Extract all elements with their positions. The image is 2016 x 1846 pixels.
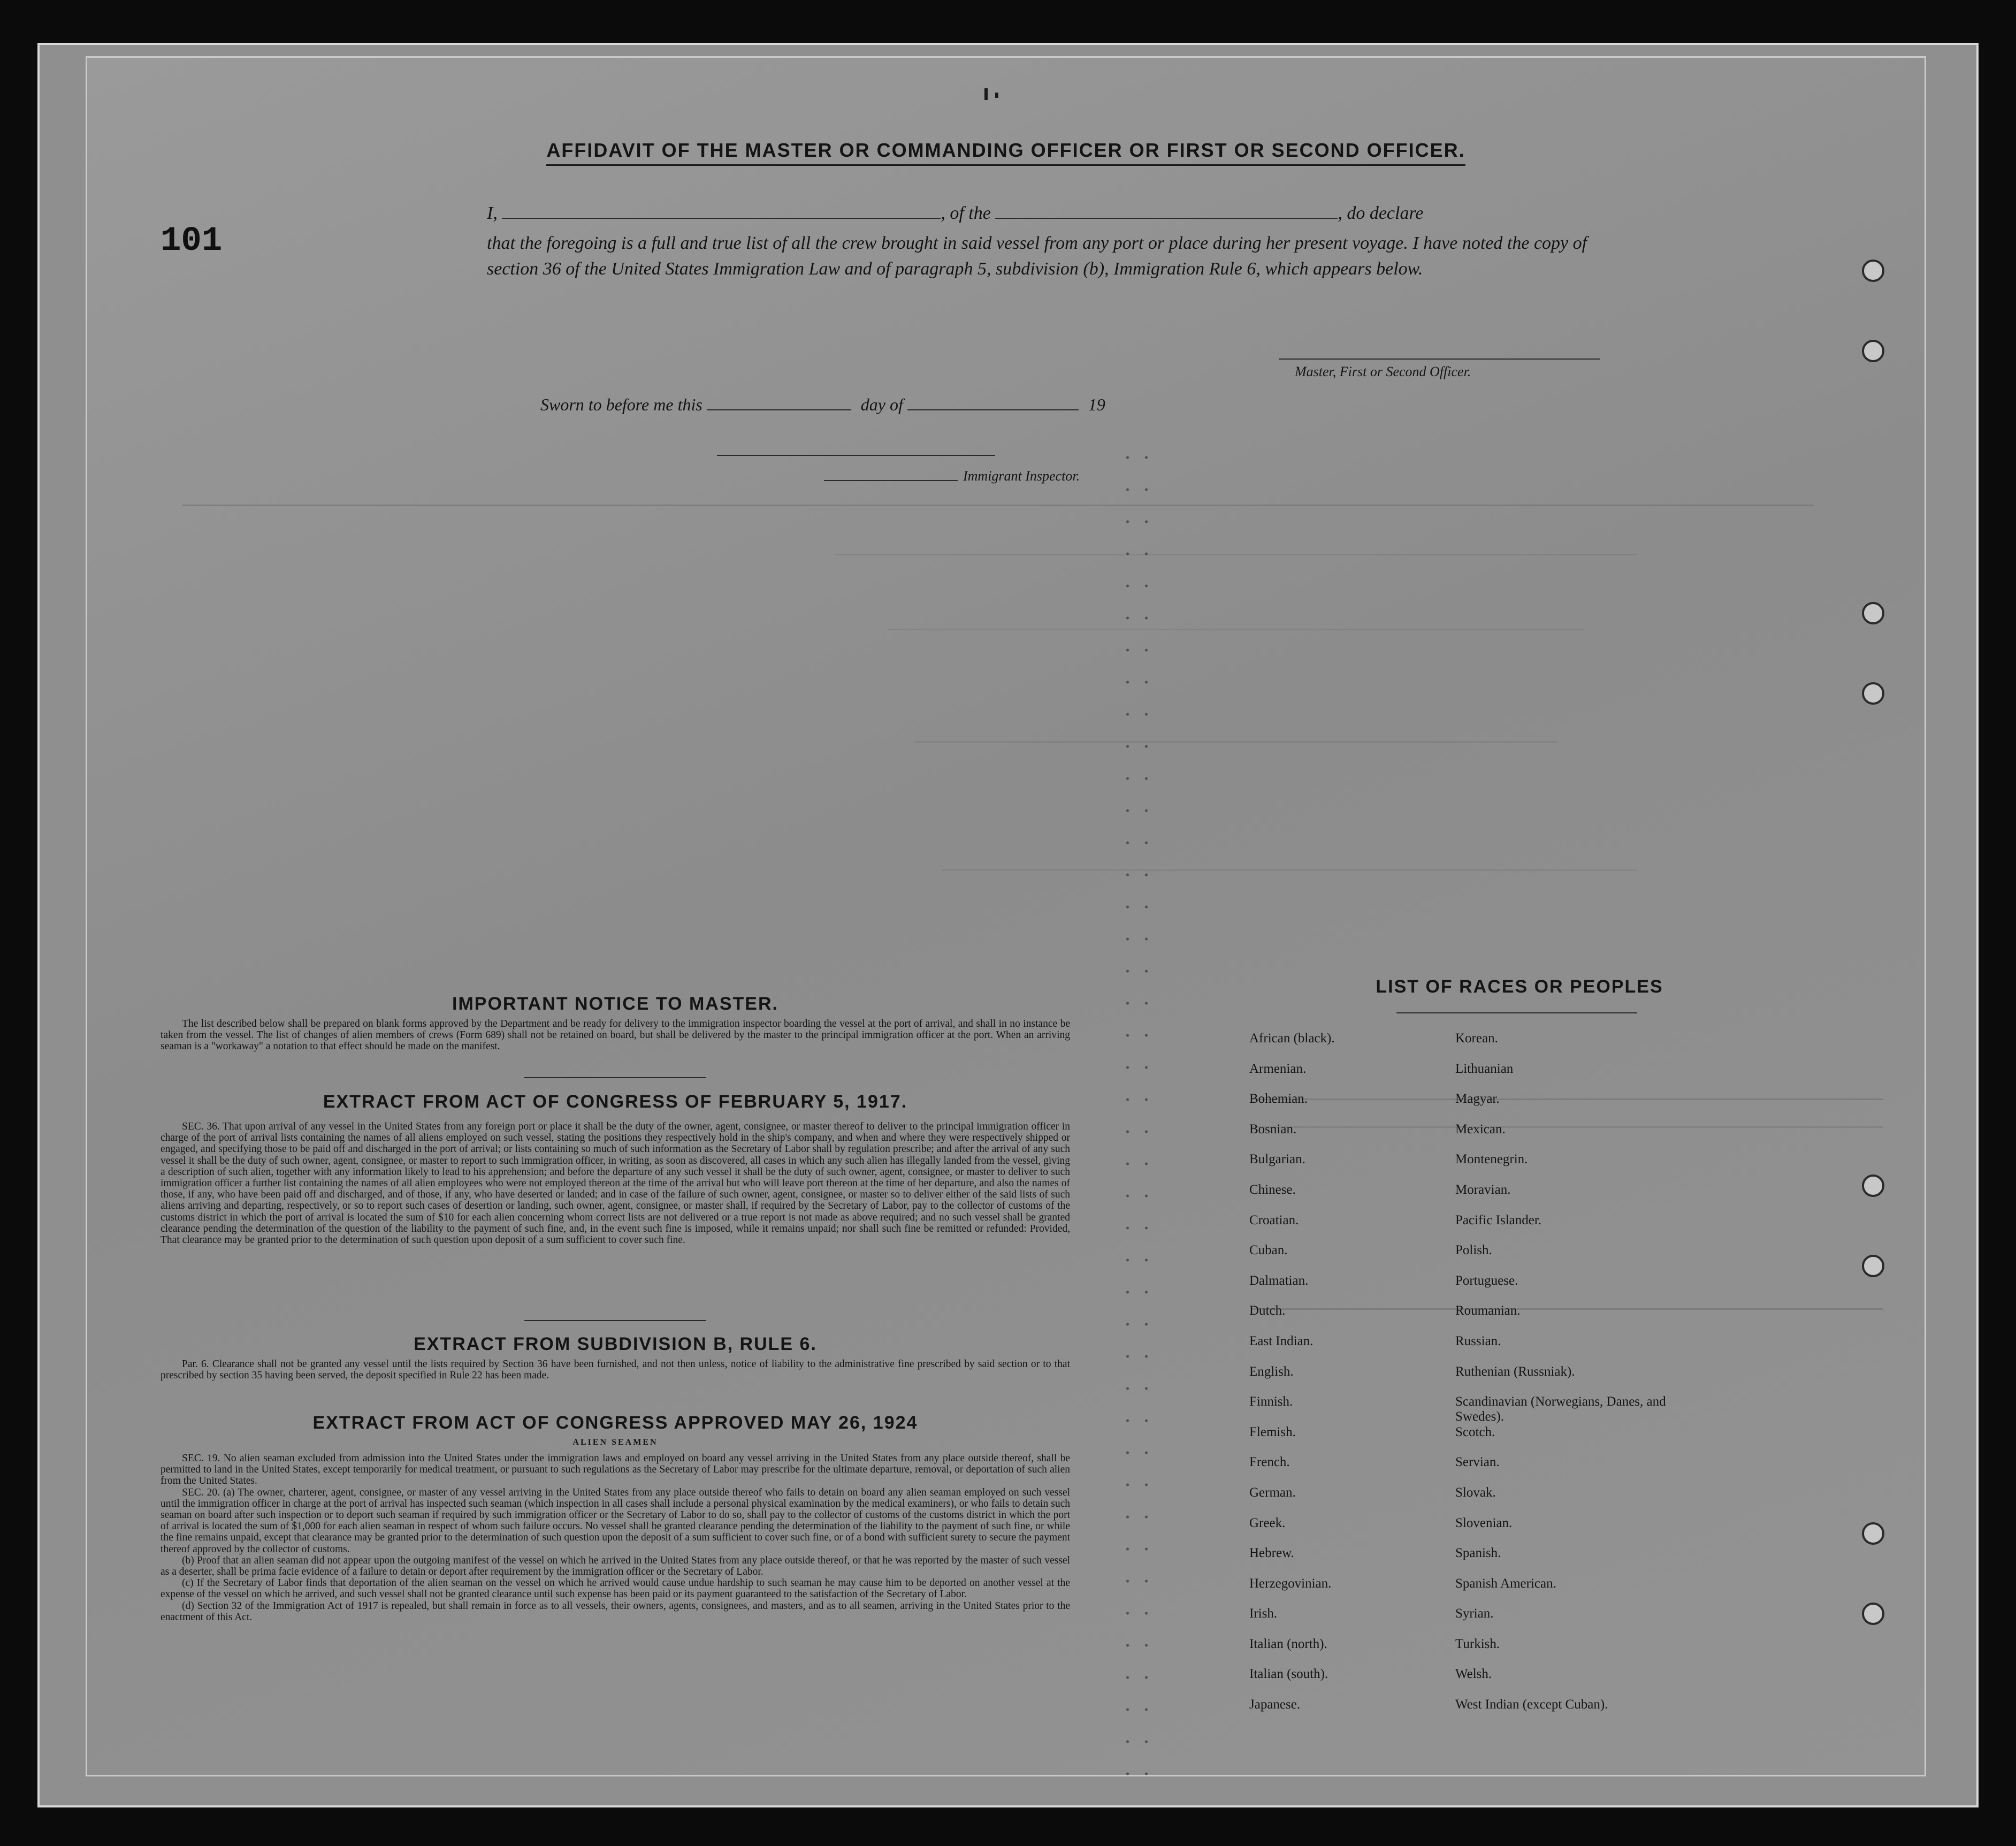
race-item: Chinese. (1249, 1182, 1296, 1197)
signer-label: Master, First or Second Officer. (1295, 364, 1471, 379)
race-item: Croatian. (1249, 1212, 1299, 1227)
rule6-text (161, 1359, 1070, 1381)
bleed-through-rule (888, 629, 1584, 630)
race-item: Welsh. (1455, 1667, 1492, 1682)
punch-hole (1862, 1522, 1884, 1545)
race-item: Roumanian. (1455, 1303, 1521, 1318)
race-item: Magyar. (1455, 1092, 1500, 1107)
punch-hole (1862, 1255, 1884, 1277)
sworn-day-field[interactable] (707, 392, 851, 410)
bleed-through-dots (1118, 441, 1156, 1779)
act-1924-sec20d: (d) Section 32 of the Immigration Act of 1917 is repealed, but shall remain in force as to all vessels, their owners, agents, consignees, and masters, and as to all seamen, arriving in the United States prior to the enactment of this Act. (161, 1600, 1070, 1623)
race-item: African (black). (1249, 1031, 1335, 1046)
race-item: Russian. (1455, 1333, 1501, 1348)
inspector-name-line[interactable] (824, 480, 958, 481)
bleed-through-rule (942, 869, 1637, 871)
race-item: Pacific Islander. (1455, 1212, 1542, 1227)
races-divider (1396, 1012, 1637, 1013)
race-item: Hebrew. (1249, 1546, 1294, 1561)
race-item: Korean. (1455, 1031, 1498, 1046)
race-item: Moravian. (1455, 1182, 1511, 1197)
page-number: 101 (161, 222, 223, 261)
declaration-i: I, (487, 203, 498, 223)
race-item: Dutch. (1249, 1303, 1286, 1318)
race-item: Slovenian. (1455, 1515, 1513, 1530)
race-item: German. (1249, 1485, 1296, 1500)
race-item: Italian (north). (1249, 1636, 1327, 1651)
race-item: West Indian (except Cuban). (1455, 1697, 1608, 1712)
race-item: Dalmatian. (1249, 1273, 1309, 1288)
ink-mark (995, 93, 998, 98)
race-item: Mexican. (1455, 1122, 1506, 1136)
ink-mark (984, 88, 988, 100)
act-1917-title: EXTRACT FROM ACT OF CONGRESS OF FEBRUARY 5, 1917. (323, 1092, 908, 1112)
race-item: Ruthenian (Russniak). (1455, 1364, 1575, 1379)
notice-text (161, 1018, 1070, 1052)
officer-signature-line[interactable] (1279, 358, 1600, 360)
bleed-through-rule (915, 741, 1557, 743)
act-1924-sec20c: (c) If the Secretary of Labor finds that deportation of the alien seaman on the vessel on which he arrived would cause undue hardship to such seaman he may cause him to be deported on another vessel at the expense of the vessel on which he arrived, and such vessel shall not be granted clearance until such expense has been paid or its payment guaranteed to the satisfaction of the Secretary of Labor. (161, 1577, 1070, 1600)
rule6-title: EXTRACT FROM SUBDIVISION B, RULE 6. (414, 1334, 817, 1354)
race-item: French. (1249, 1455, 1290, 1470)
declaration-body: that the foregoing is a full and true list of all the crew brought in said vessel from any port or place during her present voyage. I have noted the copy of section 36 of the United States Immigration Law and of paragraph 5, subdivision (b), Immigration Rule 6, which appears below. (487, 233, 1587, 279)
race-item: Flemish. (1249, 1424, 1296, 1439)
race-item: Turkish. (1455, 1636, 1500, 1651)
race-item: Scotch. (1455, 1424, 1495, 1439)
race-item: Portuguese. (1455, 1273, 1518, 1288)
races-right-column (1455, 1031, 1680, 1728)
officer-name-field[interactable] (502, 201, 941, 219)
race-item: Lithuanian (1455, 1061, 1514, 1076)
races-title: LIST OF RACES OR PEOPLES (1376, 977, 1663, 997)
sworn-year-prefix: 19 (1088, 395, 1105, 414)
race-item: Herzegovinian. (1249, 1576, 1332, 1591)
sworn-day-of: day of (860, 395, 903, 414)
race-item: Cuban. (1249, 1243, 1288, 1258)
inspector-signature-line[interactable] (717, 455, 995, 456)
section-divider (524, 1320, 706, 1321)
notice-paragraph: The list described below shall be prepared on blank forms approved by the Department and be ready for delivery to the immigration inspector boarding the vessel at the port of arrival, and shall in no instance be taken from the vessel. The list of changes of alien members of crews (Form 689) shall not be retained on board, but shall be delivered by the master to the principal immigration officer at the port. When an arriving seaman is a "workaway" a notation to that effect should be made on the manifest. (161, 1018, 1070, 1052)
affidavit-declaration (487, 201, 1610, 282)
race-item: Greek. (1249, 1515, 1286, 1530)
race-item: Spanish. (1455, 1546, 1501, 1561)
affidavit-title: AFFIDAVIT OF THE MASTER OR COMMANDING OFFICER OR FIRST OR SECOND OFFICER. (86, 139, 1926, 162)
race-item: Slovak. (1455, 1485, 1496, 1500)
race-item: Polish. (1455, 1243, 1492, 1258)
race-item: Finnish. (1249, 1394, 1293, 1409)
vessel-name-field[interactable] (995, 201, 1338, 219)
act-1924-sec20b: (b) Proof that an alien seaman did not appear upon the outgoing manifest of the vessel on which he arrived in the United States from any place outside thereof, or that he was reported by the master of such vessel as a deserter, shall be prima facie evidence of a failure to detain or deport after requirement by the immigration officer or the Secretary of Labor. (161, 1554, 1070, 1578)
punch-hole (1862, 340, 1884, 362)
notice-title: IMPORTANT NOTICE TO MASTER. (452, 994, 778, 1014)
bleed-through-rule (182, 505, 1814, 506)
sworn-text: Sworn to before me this (540, 395, 702, 414)
punch-hole (1862, 602, 1884, 624)
punch-hole (1862, 1174, 1884, 1197)
race-item: Irish. (1249, 1606, 1278, 1621)
declaration-do-declare: , do declare (1338, 203, 1424, 223)
bleed-through-rule (835, 554, 1637, 555)
punch-hole (1862, 682, 1884, 705)
act-1924-sec20a: SEC. 20. (a) The owner, charterer, agent, consignee, or master of any vessel arriving in the United States from any place outside thereof who fails to detain on board any alien seaman employed on such vessel until the immigration officer in charge at the port of arrival has inspected such seaman (which inspection in all cases shall include a personal physical examination by the medical examiners), or who fails to detain such seaman on board after such inspection or to deport such seaman if required by such immigration officer or the Secretary of Labor to do so, shall pay to the collector of customs of the customs district in which the port of arrival is located the sum of $1,000 for each alien seaman in respect of whom such failure occurs. No vessel shall be granted clearance pending the determination of the liability to the payment of such fine, or while the fine remains unpaid, except that clearance may be granted prior to the determination of such question upon the deposit of a sum sufficient to cover such fine, or of a bond with sufficient surety to secure the payment thereof approved by the collector of customs. (161, 1486, 1070, 1555)
races-left-column (1249, 1031, 1335, 1728)
race-item: Spanish American. (1455, 1576, 1556, 1591)
race-item: English. (1249, 1364, 1294, 1379)
race-item: Servian. (1455, 1455, 1500, 1470)
sworn-line (540, 392, 1105, 415)
punch-hole (1862, 260, 1884, 282)
section-divider (524, 1077, 706, 1078)
race-item: Syrian. (1455, 1606, 1494, 1621)
punch-hole (1862, 1603, 1884, 1625)
act-1924-text (161, 1453, 1070, 1623)
act-1917-text (161, 1121, 1070, 1246)
race-item: Montenegrin. (1455, 1152, 1528, 1167)
race-item: Armenian. (1249, 1061, 1307, 1076)
race-item: Japanese. (1249, 1697, 1301, 1712)
act-1924-sec19: SEC. 19. No alien seaman excluded from admission into the United States under the immigration laws and employed on board any vessel arriving in the United States from any place outside thereof, shall be permitted to land in the United States, except temporarily for medical treatment, or pursuant to such regulations as the Secretary of Labor may prescribe for the ultimate departure, removal, or deportation of such alien from the United States. (161, 1453, 1070, 1487)
race-item: Scandinavian (Norwegians, Danes, and Swedes). (1455, 1394, 1666, 1424)
sworn-month-field[interactable] (907, 392, 1079, 410)
declaration-of-the: , of the (941, 203, 991, 223)
race-item: Bulgarian. (1249, 1152, 1305, 1167)
act-1924-subtitle: ALIEN SEAMEN (572, 1438, 658, 1447)
rule6-paragraph: Par. 6. Clearance shall not be granted any vessel until the lists required by Section 36 have been furnished, and not then unless, notice of liability to the administrative fine prescribed by said section or to that prescribed by section 35 having been served, the deposit specified in Rule 22 has been made. (161, 1359, 1070, 1382)
inspector-label: Immigrant Inspector. (963, 468, 1080, 484)
act-1924-title: EXTRACT FROM ACT OF CONGRESS APPROVED MAY 26, 1924 (312, 1413, 918, 1433)
race-item: Italian (south). (1249, 1667, 1328, 1682)
race-item: Bohemian. (1249, 1092, 1308, 1107)
race-item: Bosnian. (1249, 1122, 1297, 1136)
declaration-line (487, 201, 1610, 226)
act-1917-paragraph: SEC. 36. That upon arrival of any vessel in the United States from any foreign port or place it shall be the duty of the owner, agent, consignee, or master thereof to deliver to the principal immigration officer in charge of the port of arrival lists containing the names of all aliens employed on such vessel, stating the positions they respectively hold in the ship's company, and when and where they were respectively shipped or engaged, and specifying those to be paid off and discharged in the port of arrival; or lists containing so much of such information as the Secretary of Labor shall by regulation prescribe; and after the arrival of any such vessel it shall be the duty of such owner, agent, consignee, or master to report to such immigration officer, in writing, as soon as discovered, all cases in which any such alien has illegally landed from the vessel, giving a description of such alien, together with any information likely to lead to his apprehension; and before the departure of any such vessel it shall be the duty of such owner, agent, consignee, or master to deliver to such immigration officer a further list containing the names of all alien employees who were not employed thereon at the time of the arrival but who will leave port thereon at the time of her departure, and also the names of those, if any, who have been paid off and discharged, and of those, if any, who have deserted or landed; and in case of the failure of such owner, agent, consignee, or master so to deliver either of the said lists of such aliens arriving and departing, respectively, or so to report such cases of desertion or landing, such owner, agent, consignee, or master shall, if required by the Secretary of Labor, pay to the collector of customs of the customs district in which the port of arrival is located the sum of $10 for each alien concerning whom correct lists are not delivered or a true report is not made as above required; and no such vessel shall be granted clearance pending the determination of the question of the liability to the payment of such fine, and, in the event such fine is imposed, while it remains unpaid; nor shall such fine be remitted or refunded: Provided, That clearance may be granted prior to the determination of such question upon deposit of a sum sufficient to cover such fine. (161, 1121, 1070, 1246)
race-item: East Indian. (1249, 1333, 1314, 1348)
manifest-page (86, 56, 1926, 1776)
